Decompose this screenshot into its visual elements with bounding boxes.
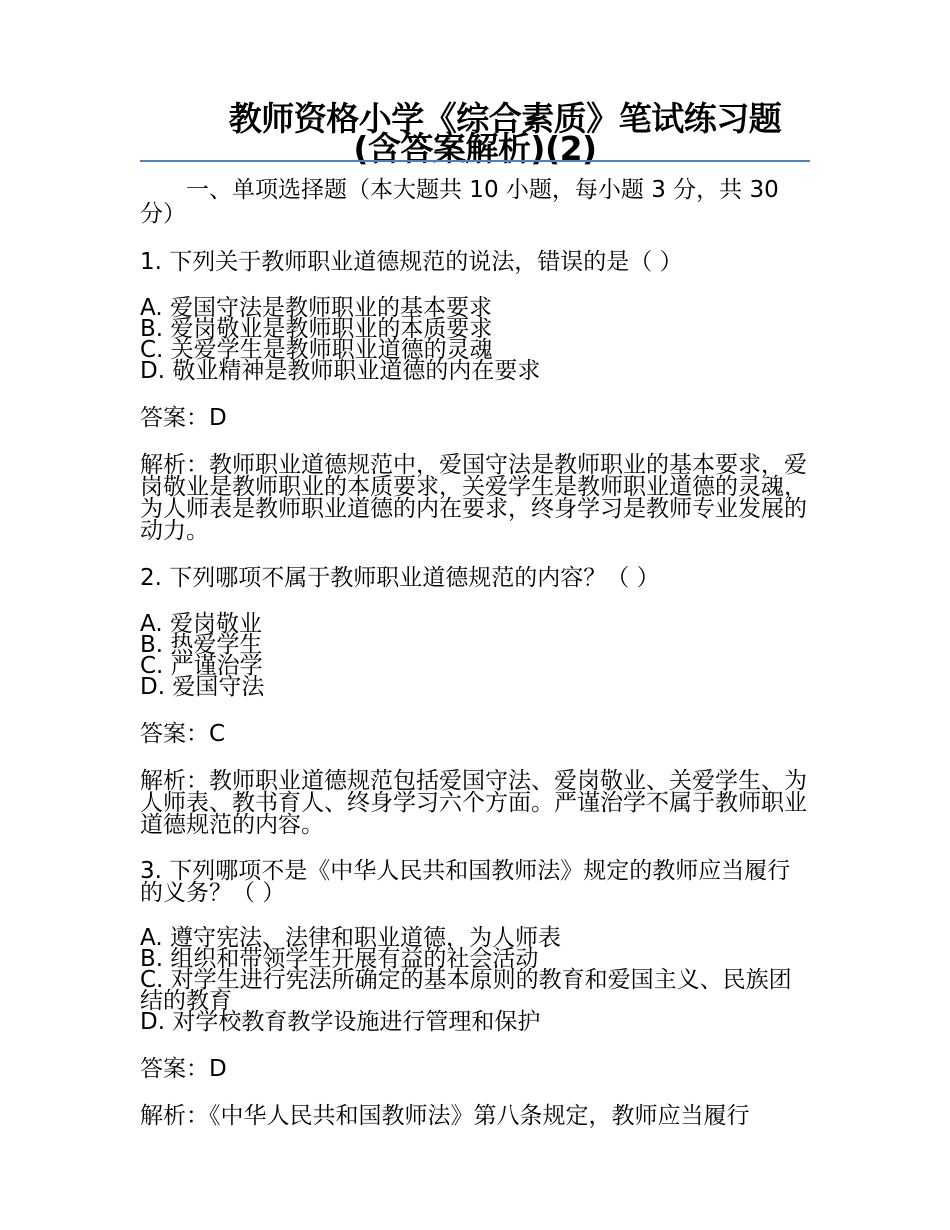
section-heading: 一、单项选择题（本大题共 10 小题，每小题 3 分，共 30 分） <box>140 177 779 227</box>
question-2-stem: 2. 下列哪项不属于教师职业道德规范的内容？（ ） <box>140 565 660 591</box>
question-3-option-b: B. 组织和带领学生开展有益的社会活动 <box>140 946 539 972</box>
question-1-answer: 答案：D <box>140 405 227 431</box>
question-1-explanation: 解析：教师职业道德规范中，爱国守法是教师职业的基本要求，爱岗敬业是教师职业的本质要求，关爱学生是教师职业道德的灵魂，为人师表是教师职业道德的内在要求，终身学习是教师专业发展的动力。 <box>140 452 807 544</box>
question-1-option-d: D. 敬业精神是教师职业道德的内在要求 <box>140 358 541 384</box>
document-body <box>140 178 812 1151</box>
question-3-options <box>140 925 812 1035</box>
question-3-answer: 答案：D <box>140 1056 227 1082</box>
question-2-option-c: C. 严谨治学 <box>140 653 263 679</box>
title-divider <box>140 160 810 162</box>
title-line-2: (含答案解析)(2) <box>353 129 597 168</box>
question-2-option-a: A. 爱岗敬业 <box>140 611 262 637</box>
question-3-option-a: A. 遵守宪法、法律和职业道德，为人师表 <box>140 925 561 951</box>
question-1-option-c: C. 关爱学生是教师职业道德的灵魂 <box>140 337 493 363</box>
question-2-option-b: B. 热爱学生 <box>140 632 263 658</box>
question-3-explanation: 解析：《中华人民共和国教师法》第八条规定，教师应当履行 <box>140 1103 750 1129</box>
question-1-stem: 1. 下列关于教师职业道德规范的说法，错误的是（ ） <box>140 249 683 275</box>
question-3-stem: 3. 下列哪项不是《中华人民共和国教师法》规定的教师应当履行的义务？（ ） <box>140 858 791 906</box>
document-title <box>140 99 810 168</box>
question-1-option-b: B. 爱岗敬业是教师职业的本质要求 <box>140 316 493 342</box>
question-3-option-d: D. 对学校教育教学设施进行管理和保护 <box>140 1009 541 1035</box>
question-2-options <box>140 611 812 700</box>
title-line-1: 教师资格小学《综合素质》笔试练习题 <box>228 99 782 138</box>
question-2-answer: 答案：C <box>140 721 226 747</box>
question-2-explanation: 解析：教师职业道德规范包括爱国守法、爱岗敬业、关爱学生、为人师表、教书育人、终身学习六个方面。严谨治学不属于教师职业道德规范的内容。 <box>140 768 807 838</box>
question-2-option-d: D. 爱国守法 <box>140 674 265 700</box>
question-1-option-a: A. 爱国守法是教师职业的基本要求 <box>140 295 492 321</box>
question-1-options <box>140 295 812 384</box>
question-3-option-c: C. 对学生进行宪法所确定的基本原则的教育和爱国主义、民族团结的教育 <box>140 967 792 1014</box>
